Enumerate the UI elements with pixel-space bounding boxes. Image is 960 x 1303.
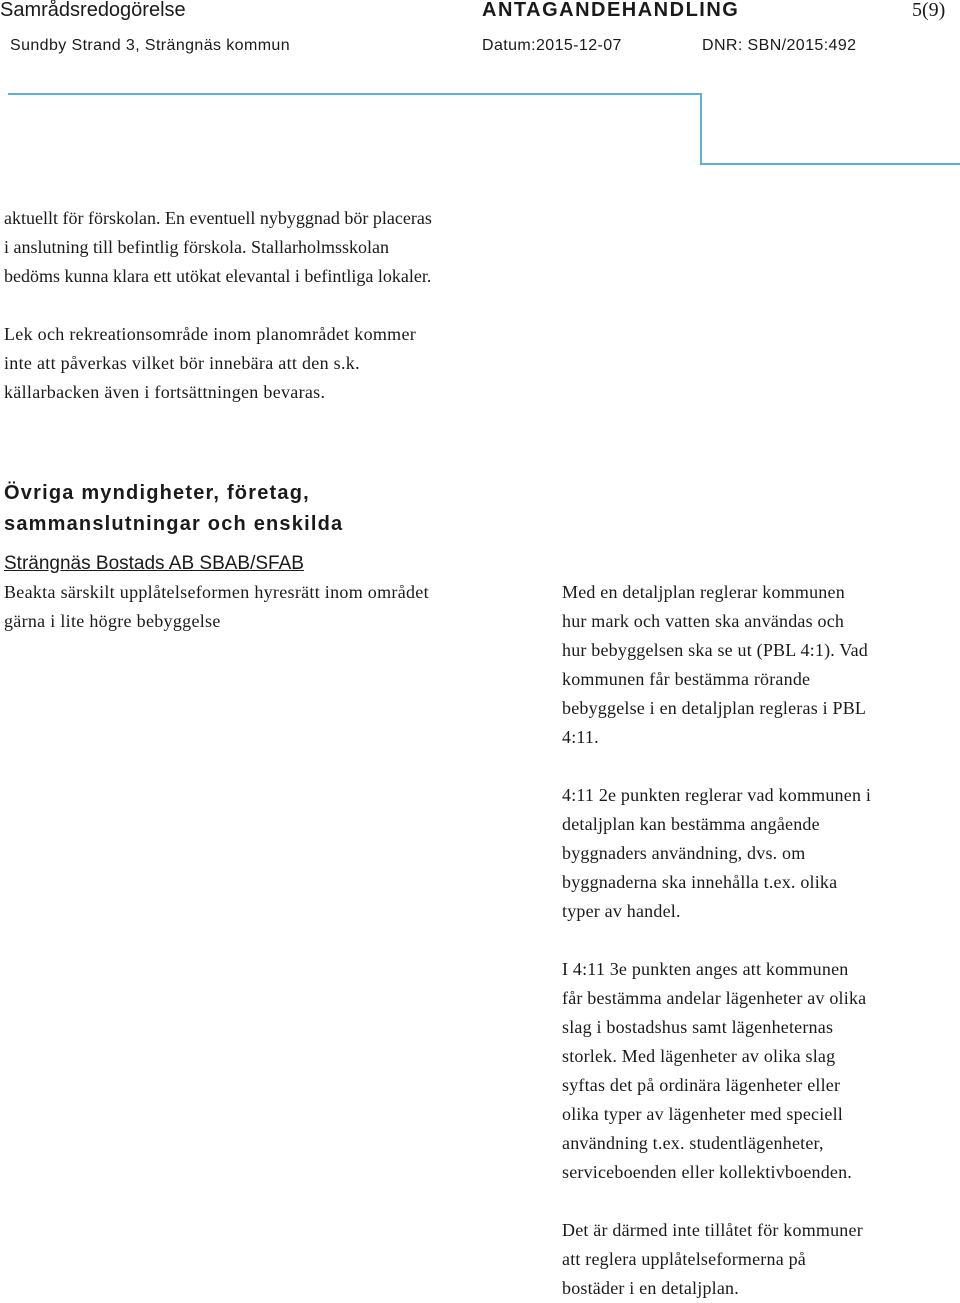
header-rule-vertical	[700, 93, 702, 165]
header-rule-bottom	[700, 163, 960, 165]
document-dnr: DNR: SBN/2015:492	[702, 37, 857, 54]
response-paragraph-3: I 4:11 3e punkten anges att kommunen får bestämma andelar lägenheter av olika slag i bostadshus samt lägenheternas storlek. Med lägenheter av olika slag syftas det på ordinära lägenheter eller olika typer av lägenheter med speciell användning t.ex. studentlägenheter, serviceboenden eller kollektivboenden.	[562, 959, 867, 1182]
page-header	[0, 0, 960, 28]
section-heading: Övriga myndigheter, företag, sammanslutningar och enskilda	[4, 482, 344, 535]
document-date: Datum:2015-12-07	[482, 37, 622, 54]
response-paragraph-1: Med en detaljplan reglerar kommunen hur mark och vatten ska användas och hur bebyggelsen ska se ut (PBL 4:1). Vad kommunen får bestämma rörande bebyggelse i en detaljplan regleras i PBL 4:11.	[562, 582, 868, 747]
intro-paragraph-1: aktuellt för förskolan. En eventuell nybyggnad bör placeras i anslutning till befintlig förskola. Stallarholmsskolan bedöms kunna klara ett utökat elevantal i befintliga lokaler.	[4, 208, 432, 286]
respondent-comment: Beakta särskilt upplåtelseformen hyresrätt inom området gärna i lite högre bebyggelse	[4, 582, 429, 631]
respondent-heading: Strängnäs Bostads AB SBAB/SFAB	[4, 553, 304, 574]
intro-paragraph-2: Lek och rekreationsområde inom planområdet kommer inte att påverkas vilket bör innebära att den s.k. källarbacken även i fortsättningen bevaras.	[4, 324, 417, 402]
page-subheader	[0, 37, 960, 57]
page-number: 5(9)	[912, 0, 946, 21]
document-type: Samrådsredogörelse	[0, 0, 186, 21]
header-rule-top	[8, 93, 702, 95]
response-paragraph-4: Det är därmed inte tillåtet för kommuner att reglera upplåtelseformerna på bostäder i en detaljplan.	[562, 1220, 863, 1298]
document-status: ANTAGANDEHANDLING	[482, 0, 740, 21]
response-paragraph-2: 4:11 2e punkten reglerar vad kommunen i detaljplan kan bestämma angående byggnaders användning, dvs. om byggnaderna ska innehålla t.ex. olika typer av handel.	[562, 785, 872, 921]
project-name: Sundby Strand 3, Strängnäs kommun	[10, 37, 291, 54]
